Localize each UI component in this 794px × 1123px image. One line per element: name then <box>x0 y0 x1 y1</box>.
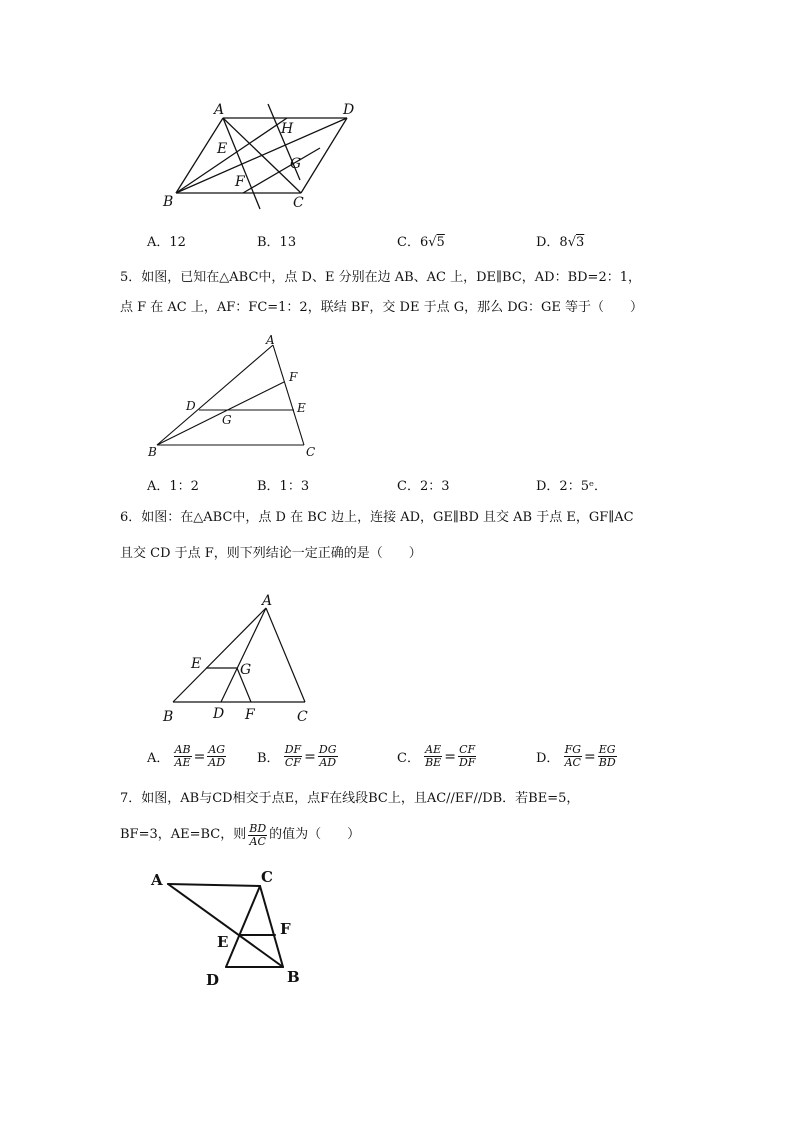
q6-option-a[interactable] <box>147 744 226 769</box>
denominator: AD <box>319 756 337 769</box>
q6-option-c[interactable] <box>397 744 476 769</box>
numerator: EG <box>598 743 616 756</box>
figure-q7-crossing-segments <box>148 865 318 993</box>
label-F: F <box>289 370 298 384</box>
label-F: F <box>245 707 255 723</box>
label-E: E <box>191 656 202 672</box>
q4-option-d[interactable] <box>536 234 584 252</box>
equals-sign: = <box>304 748 316 765</box>
q4-option-d-radicand: 3 <box>576 235 585 250</box>
fraction <box>458 744 476 769</box>
numerator: AG <box>208 743 226 756</box>
equals-sign: = <box>444 748 456 765</box>
denominator: BD <box>598 756 616 769</box>
segment-AC <box>266 608 305 702</box>
fraction <box>598 744 617 769</box>
label-G: G <box>290 156 302 172</box>
figure-q5-triangle <box>145 330 325 462</box>
denominator: AC <box>249 834 266 848</box>
segment-AB <box>157 345 273 445</box>
denominator: AD <box>208 756 226 769</box>
q5-option-a[interactable]: A．1：2 <box>147 479 199 494</box>
label-C: C <box>297 709 308 725</box>
label-A: A <box>262 593 273 609</box>
segment-AB <box>168 884 283 967</box>
q6-option-a-label: A． <box>147 751 170 766</box>
label-C: C <box>293 195 304 211</box>
numerator: DG <box>318 743 337 756</box>
label-D: D <box>186 399 196 413</box>
label-B: B <box>287 968 300 986</box>
equals-sign: = <box>193 748 206 765</box>
segment-AB <box>176 118 223 193</box>
denominator: DF <box>458 756 476 769</box>
fraction <box>424 744 442 769</box>
q5-option-c[interactable]: C．2：3 <box>397 479 450 494</box>
label-B: B <box>148 445 157 459</box>
fraction-BD-over-AC <box>248 823 267 848</box>
segment-AD <box>221 608 266 702</box>
q6-text-line1: 6．如图：在△ABC中，点 D 在 BC 边上，连接 AD，GE∥BD 且交 AB 于点 E，GF∥AC <box>120 510 634 525</box>
fraction <box>174 744 192 769</box>
q5-text-line1: 5．如图，已知在△ABC中，点 D、E 分别在边 AB、AC 上，DE∥BC，AD：BD=2：1， <box>120 270 641 285</box>
denominator: BE <box>425 756 442 769</box>
q4-option-c[interactable] <box>397 234 445 252</box>
q6-text-line2: 且交 CD 于点 F，则下列结论一定正确的是（ ） <box>120 546 422 561</box>
numerator: DF <box>284 743 302 756</box>
q7-text-line2-part1: BF=3，AE=BC，则 <box>120 827 247 842</box>
label-C: C <box>261 868 273 886</box>
label-D: D <box>343 102 355 118</box>
q6-option-c-label: C． <box>397 751 420 766</box>
label-G: G <box>240 662 252 678</box>
segment-BH <box>176 118 287 193</box>
numerator: AB <box>174 743 191 756</box>
label-A: A <box>266 333 275 347</box>
fraction <box>207 744 226 769</box>
q4-option-c-radicand: 5 <box>436 235 445 250</box>
label-F: F <box>235 174 245 190</box>
segment-AB <box>173 608 266 702</box>
equals-sign: = <box>584 748 596 765</box>
numerator: CF <box>459 743 476 756</box>
segment-AC <box>273 345 304 445</box>
label-B: B <box>163 194 174 210</box>
q5-option-b[interactable]: B．1：3 <box>257 479 310 494</box>
line-through-F <box>223 118 260 209</box>
label-B: B <box>163 709 174 725</box>
label-G: G <box>222 413 232 427</box>
segment-BF <box>157 382 284 445</box>
figure-q6-triangle <box>158 590 318 725</box>
q6-option-d[interactable] <box>536 744 617 769</box>
q5-text-line2: 点 F 在 AC 上，AF：FC=1：2，联结 BF，交 DE 于点 G，那么 DG：GE 等于（ ） <box>120 300 644 315</box>
q7-text-line2-part2: 的值为（ ） <box>269 827 361 842</box>
q7-text-line2 <box>120 818 360 852</box>
label-A: A <box>151 871 163 889</box>
sqrt-sign: √ <box>567 235 576 250</box>
label-E: E <box>297 401 306 415</box>
denominator: AC <box>564 756 581 769</box>
segment-GC <box>243 148 320 193</box>
label-C: C <box>306 445 316 459</box>
q4-option-a[interactable]: A．12 <box>147 235 186 250</box>
denominator: AE <box>174 756 191 769</box>
label-D: D <box>213 706 225 722</box>
figure-q4-parallelogram <box>150 95 380 215</box>
label-E: E <box>217 933 229 951</box>
label-H: H <box>281 121 294 137</box>
q5-option-d[interactable]: D．2：5ᵉ． <box>536 479 607 494</box>
q7-text-line1: 7．如图，AB与CD相交于点E，点F在线段BC上，且AC//EF//DB．若BE=5， <box>120 791 580 806</box>
fraction <box>318 744 338 769</box>
numerator: FG <box>564 743 581 756</box>
q6-option-b[interactable] <box>257 744 338 769</box>
numerator: AE <box>425 743 442 756</box>
numerator: BD <box>249 821 267 835</box>
q4-option-c-prefix: C．6 <box>397 235 429 250</box>
label-D: D <box>206 971 220 989</box>
q6-option-b-label: B． <box>257 751 280 766</box>
segment-AC <box>168 884 260 886</box>
fraction <box>564 744 582 769</box>
q4-option-d-prefix: D．8 <box>536 235 568 250</box>
denominator: CF <box>284 756 301 769</box>
q4-option-b[interactable]: B．13 <box>257 235 297 250</box>
q6-option-d-label: D． <box>536 751 560 766</box>
label-E: E <box>217 141 228 157</box>
label-A: A <box>214 102 225 118</box>
fraction <box>284 744 302 769</box>
label-F: F <box>280 920 291 938</box>
sqrt-sign: √ <box>428 235 437 250</box>
segment-CD <box>226 886 260 967</box>
